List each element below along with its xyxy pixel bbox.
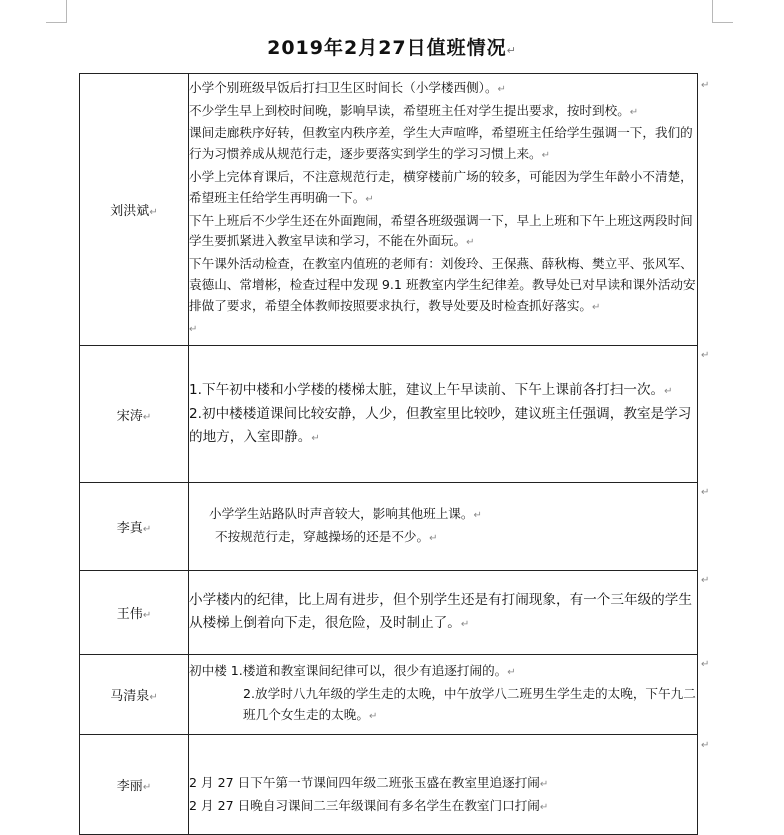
note-line: 小学上完体育课后，不注意规范行走，横穿楼前广场的较多，可能因为学生年龄小不清楚，希望班主任给学生再明确一下。↵	[189, 168, 693, 205]
note-line: 2.初中楼楼道课间比较安静，人少，但教室里比较吵，建议班主任强调，教室是学习的地方，入室即静。↵	[189, 405, 692, 445]
note-line: 下午上班后不少学生还在外面跑闹，希望各班级强调一下，早上上班和下午上班这两段时间学生要抓紧进入教室早读和学习，不能在外面玩。↵	[189, 212, 693, 249]
note-line: 不少学生早上到校时间晚，影响早读，希望班主任对学生提出要求，按时到校。↵	[189, 102, 639, 118]
table-row	[80, 571, 698, 655]
table-row	[80, 74, 698, 346]
table-row	[80, 483, 698, 571]
page-corner-mark-right	[712, 0, 733, 23]
note-line: 小学个别班级早饭后打扫卫生区时间长（小学楼西侧）。↵	[189, 79, 506, 95]
duty-notes	[189, 655, 698, 735]
row-end-mark: ↵	[701, 575, 710, 586]
note-line: ↵	[189, 324, 198, 336]
duty-notes	[189, 735, 698, 835]
note-line: 下午课外活动检查，在教室内值班的老师有：刘俊玲、王保燕、薛秋梅、樊立平、张风军、袁德山、常增彬，检查过程中发现 9.1 班教室内学生纪律差。教导处已对早读和课外活动安排做了要求，希望全体教师按照要求执行，教导处要及时检查抓好落实。↵	[189, 256, 696, 313]
duty-person-name: 宋涛↵	[80, 346, 189, 483]
note-line: 2 月 27 日下午第一节课间四年级二班张玉盛在教室里追逐打闹↵	[189, 774, 549, 790]
paragraph-mark: ↵	[506, 44, 517, 57]
duty-notes	[189, 74, 698, 346]
duty-notes	[189, 571, 698, 655]
duty-person-name: 李真↵	[80, 483, 189, 571]
note-line: 小学学生站路队时声音较大，影响其他班上课。↵	[209, 505, 482, 521]
row-end-mark: ↵	[701, 740, 710, 751]
table-row	[80, 735, 698, 835]
note-line: 课间走廊秩序好转，但教室内秩序差，学生大声喧哗，希望班主任给学生强调一下，我们的行为习惯养成从规范行走，逐步要落实到学生的学习习惯上来。↵	[189, 125, 693, 162]
row-end-mark: ↵	[701, 659, 710, 670]
duty-notes	[189, 346, 698, 483]
duty-notes	[189, 483, 698, 571]
row-end-mark: ↵	[701, 487, 710, 498]
row-end-mark: ↵	[701, 350, 710, 361]
table-row	[80, 346, 698, 483]
row-end-mark: ↵	[701, 80, 710, 91]
note-line: 小学楼内的纪律，比上周有进步，但个别学生还是有打闹现象，有一个三年级的学生从楼梯上倒着向下走，很危险，及时制止了。↵	[189, 592, 692, 631]
document-title: 2019年2月27日值班情况↵	[267, 37, 517, 59]
page-corner-mark-left	[46, 0, 67, 23]
duty-person-name: 马清泉↵	[80, 655, 189, 735]
duty-table	[79, 73, 698, 835]
duty-person-name: 刘洪斌↵	[80, 74, 189, 346]
duty-person-name: 李丽↵	[80, 735, 189, 835]
table-row	[80, 655, 698, 735]
note-line: 1.下午初中楼和小学楼的楼梯太脏，建议上午早读前、下午上课前各打扫一次。↵	[189, 381, 673, 398]
note-line: 2.放学时八九年级的学生走的太晚，中午放学八二班男生学生走的太晚，下午九二班几个女生走的太晚。↵	[243, 686, 696, 722]
duty-person-name: 王伟↵	[80, 571, 189, 655]
note-line: 不按规范行走，穿越操场的还是不少。↵	[215, 528, 438, 544]
note-line: 2 月 27 日晚自习课间二三年级课间有多名学生在教室门口打闹↵	[189, 797, 549, 813]
note-line: 初中楼 1.楼道和教室课间纪律可以，很少有追逐打闹的。↵	[189, 663, 516, 679]
